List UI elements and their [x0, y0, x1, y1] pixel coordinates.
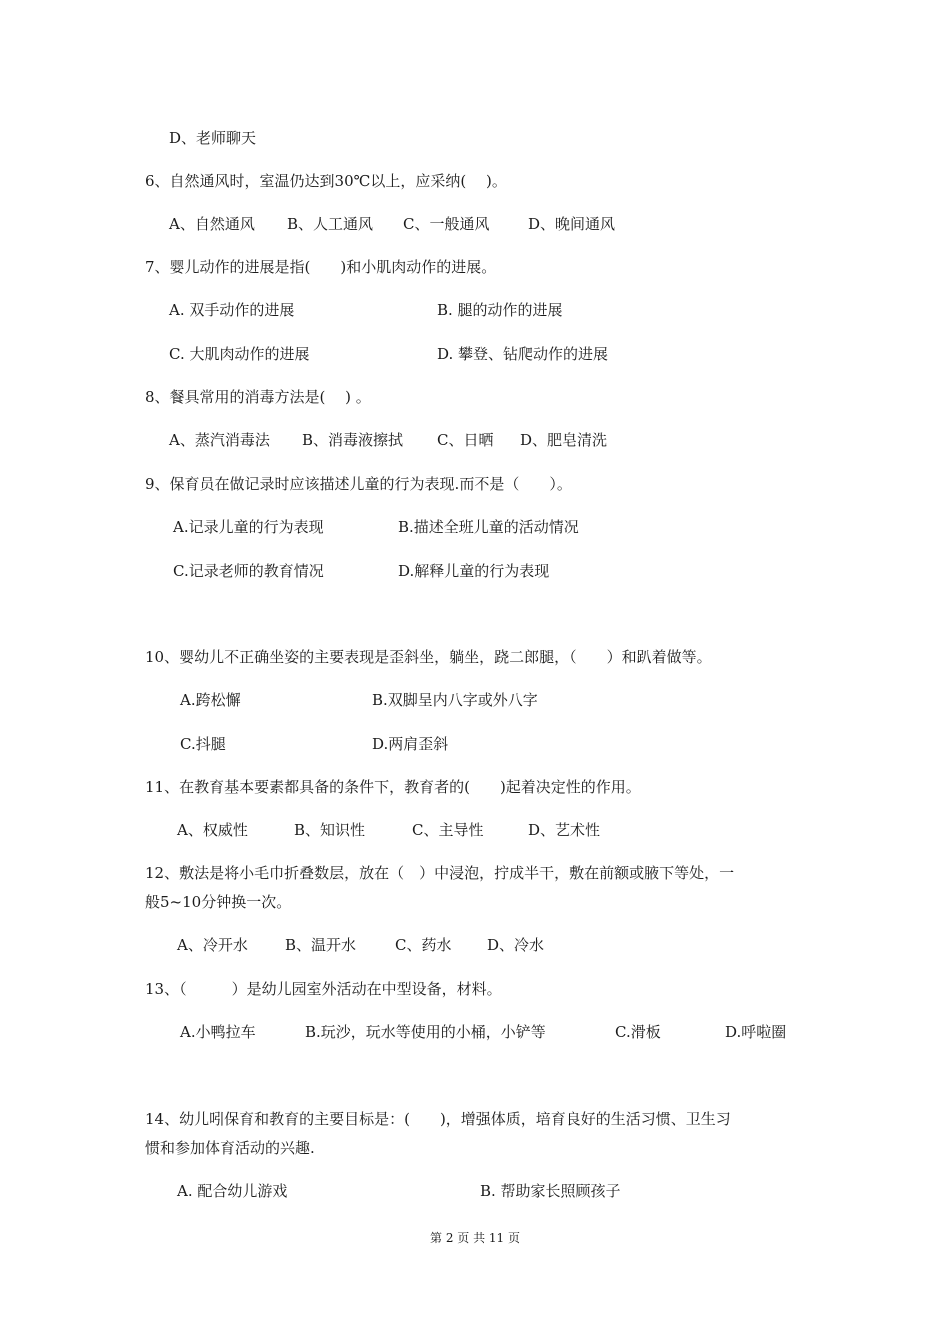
q14-stem-line1: 14、幼儿吲保育和教育的主要目标是：( )，增强体质，培育良好的生活习惯、卫生习 [145, 1110, 731, 1128]
q6-option-b: B、人工通风 [287, 215, 374, 233]
q8-stem: 8、餐具常用的消毒方法是( ) 。 [145, 388, 371, 406]
q11-option-d: D、艺术性 [528, 821, 601, 839]
q12-option-c: C、药水 [395, 936, 452, 954]
q14-option-b: B. 帮助家长照顾孩子 [480, 1182, 621, 1200]
q12-stem-line2: 般5~10分钟换一次。 [145, 893, 292, 911]
q9-option-d: D.解释儿童的行为表现 [398, 562, 550, 580]
q9-stem: 9、保育员在做记录时应该描述儿童的行为表现.而不是（ ）。 [145, 475, 572, 493]
q11-stem: 11、在教育基本要素都具备的条件下，教育者的( )起着决定性的作用。 [145, 778, 641, 796]
q11-option-c: C、主导性 [412, 821, 484, 839]
q13-option-c: C.滑板 [615, 1023, 661, 1041]
q7-option-b: B. 腿的动作的进展 [437, 301, 563, 319]
q7-option-d: D. 攀登、钻爬动作的进展 [437, 345, 609, 363]
q8-option-b: B、消毒液擦拭 [302, 431, 404, 449]
q7-option-a: A. 双手动作的进展 [169, 301, 295, 319]
q9-option-a: A.记录儿童的行为表现 [173, 518, 324, 536]
q5-option-d: D、老师聊天 [169, 129, 257, 147]
q13-option-a: A.小鸭拉车 [180, 1023, 256, 1041]
q11-option-a: A、权威性 [177, 821, 248, 839]
q8-option-c: C、日晒 [437, 431, 494, 449]
q7-stem: 7、婴儿动作的进展是指( )和小肌肉动作的进展。 [145, 258, 497, 276]
q12-option-a: A、冷开水 [177, 936, 248, 954]
q12-stem-line1: 12、敷法是将小毛巾折叠数层，放在（ ）中浸泡，拧成半干，敷在前额或腋下等处，一 [145, 864, 735, 882]
q13-option-d: D.呼啦圈 [725, 1023, 787, 1041]
q10-option-a: A.跨松懈 [180, 691, 241, 709]
q13-option-b: B.玩沙，玩水等使用的小桶，小铲等 [305, 1023, 546, 1041]
q12-option-d: D、冷水 [487, 936, 545, 954]
q6-option-d: D、晚间通风 [528, 215, 616, 233]
q10-option-d: D.两肩歪斜 [372, 735, 449, 753]
q14-stem-line2: 惯和参加体育活动的兴趣. [145, 1139, 315, 1157]
q9-option-c: C.记录老师的教育情况 [173, 562, 324, 580]
q10-stem: 10、婴幼儿不正确坐姿的主要表现是歪斜坐，躺坐，跷二郎腿，（ ）和趴着做等。 [145, 648, 712, 666]
q6-stem: 6、自然通风时，室温仍达到30℃以上，应采纳( )。 [145, 172, 507, 190]
q8-option-d: D、肥皂清洗 [520, 431, 608, 449]
q8-option-a: A、蒸汽消毒法 [169, 431, 270, 449]
q10-option-b: B.双脚呈内八字或外八字 [372, 691, 538, 709]
q10-option-c: C.抖腿 [180, 735, 226, 753]
q6-option-c: C、一般通风 [403, 215, 490, 233]
q13-stem: 13、（ ）是幼儿园室外活动在中型设备，材料。 [145, 980, 502, 998]
q12-option-b: B、温开水 [285, 936, 357, 954]
q9-option-b: B.描述全班儿童的活动情况 [398, 518, 579, 536]
q7-option-c: C. 大肌肉动作的进展 [169, 345, 310, 363]
q6-option-a: A、自然通风 [169, 215, 255, 233]
q14-option-a: A. 配合幼儿游戏 [177, 1182, 288, 1200]
page-number-footer: 第 2 页 共 11 页 [430, 1231, 520, 1245]
q11-option-b: B、知识性 [294, 821, 366, 839]
